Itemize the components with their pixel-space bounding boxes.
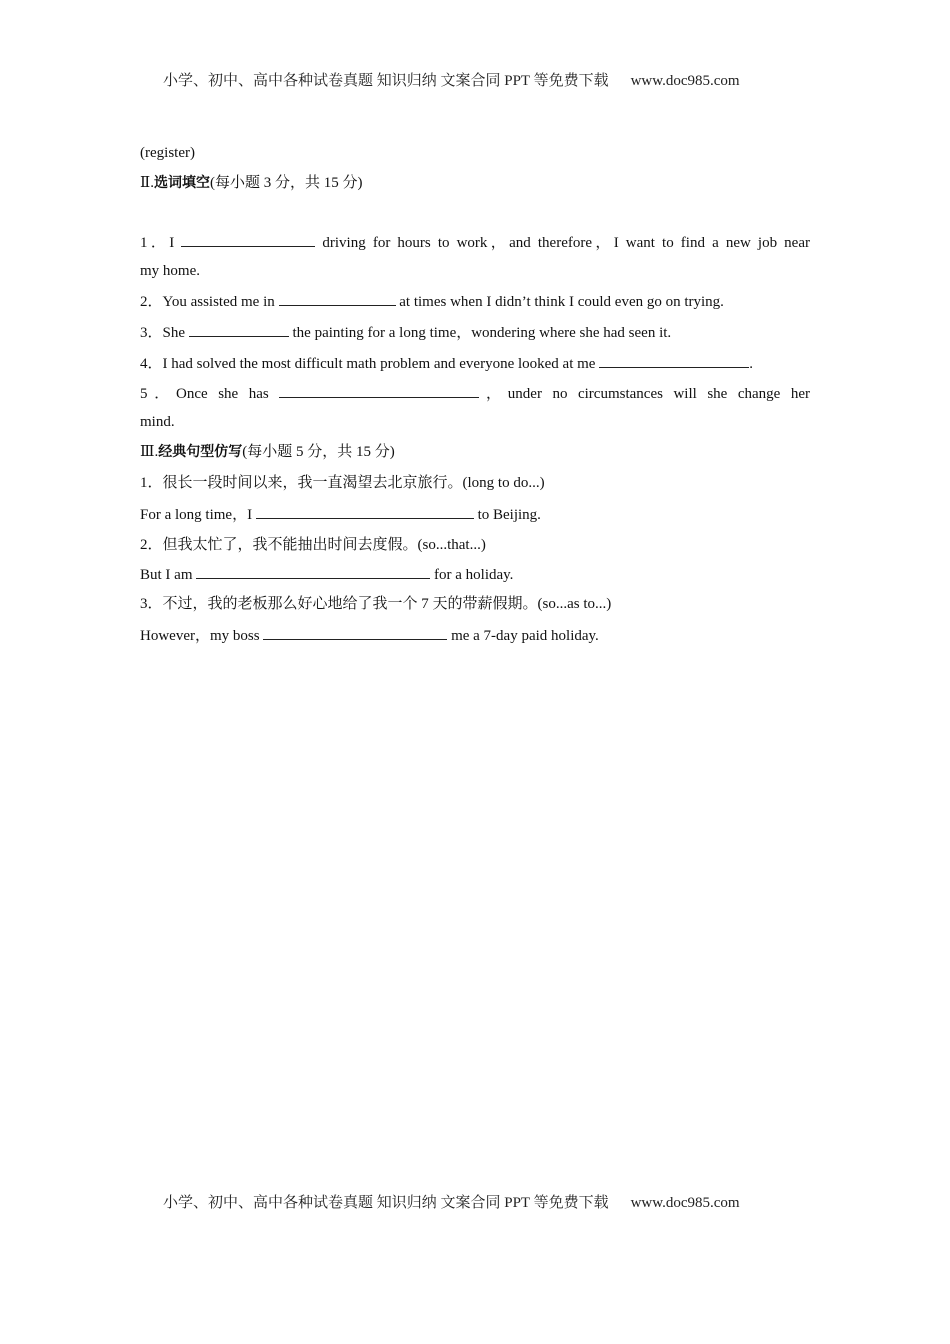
answer-text: to Beijing. xyxy=(473,507,541,523)
question-3-2-answer xyxy=(140,564,810,585)
question-2-5 xyxy=(140,383,810,404)
question-3-1-answer xyxy=(140,504,810,525)
answer-blank[interactable] xyxy=(279,291,396,306)
answer-text: me a 7-day paid holiday. xyxy=(447,628,599,644)
question-text: the painting for a long time，wondering where she had seen it. xyxy=(288,325,672,341)
section-title: 选词填空 xyxy=(153,175,210,191)
question-number: 1． xyxy=(140,235,170,251)
question-text: Once she has xyxy=(176,386,280,402)
question-number: 5． xyxy=(140,386,177,402)
page-footer xyxy=(163,1191,803,1212)
answer-blank[interactable] xyxy=(599,353,749,368)
question-2-2 xyxy=(140,291,810,312)
question-2-1-cont: my home. xyxy=(140,263,200,279)
question-number: 1． xyxy=(140,475,163,491)
section-title: 经典句型仿写 xyxy=(158,444,243,460)
question-3-3-answer xyxy=(140,625,810,646)
question-text: at times when I didn’t think I could even go on trying. xyxy=(395,294,724,310)
question-number: 3． xyxy=(140,596,163,612)
question-number: 2． xyxy=(140,294,163,310)
section-score: (每小题 3 分，共 15 分) xyxy=(209,175,363,191)
answer-blank[interactable] xyxy=(256,504,474,519)
answer-text: For a long time，I xyxy=(140,507,256,523)
question-number: 4． xyxy=(140,356,163,372)
question-text: I had solved the most difficult math problem and everyone looked at me xyxy=(162,356,600,372)
question-text: ，under no circumstances will she change her xyxy=(479,386,810,402)
question-text: driving for hours to work，and therefore，I want to find a new job near xyxy=(315,235,810,251)
answer-text: But I am xyxy=(140,567,197,583)
question-number: 3． xyxy=(140,325,163,341)
section-score: (每小题 5 分，共 15 分) xyxy=(242,444,395,460)
question-3-1-prompt xyxy=(140,473,810,493)
question-text: She xyxy=(162,325,189,341)
question-2-1 xyxy=(140,232,810,253)
answer-blank[interactable] xyxy=(189,322,289,337)
section-3-heading xyxy=(140,442,810,462)
page-header xyxy=(163,69,803,90)
section-2-heading xyxy=(140,173,810,193)
question-3-3-prompt xyxy=(140,594,810,614)
previous-line: (register) xyxy=(140,145,195,161)
header-site: www.doc985.com xyxy=(630,73,740,89)
footer-text: 小学、初中、高中各种试卷真题 知识归纳 文案合同 PPT 等免费下载 xyxy=(163,1195,609,1211)
question-prompt: 不过，我的老板那么好心地给了我一个 7 天的带薪假期。(so...as to...) xyxy=(162,596,612,612)
question-text: . xyxy=(749,356,753,372)
section-numeral: Ⅲ. xyxy=(140,444,159,460)
answer-text: for a holiday. xyxy=(430,567,514,583)
answer-blank[interactable] xyxy=(263,625,447,640)
answer-text: However，my boss xyxy=(140,628,264,644)
question-prompt: 但我太忙了，我不能抽出时间去度假。(so...that...) xyxy=(162,537,486,553)
header-text: 小学、初中、高中各种试卷真题 知识归纳 文案合同 PPT 等免费下载 xyxy=(163,73,609,89)
question-text: I xyxy=(169,235,182,251)
question-text: You assisted me in xyxy=(162,294,279,310)
question-prompt: 很长一段时间以来，我一直渴望去北京旅行。(long to do...) xyxy=(162,475,545,491)
question-2-5-cont: mind. xyxy=(140,414,175,430)
question-3-2-prompt xyxy=(140,535,810,555)
question-number: 2． xyxy=(140,537,163,553)
question-2-3 xyxy=(140,322,810,343)
answer-blank[interactable] xyxy=(279,383,479,398)
answer-blank[interactable] xyxy=(196,564,430,579)
answer-blank[interactable] xyxy=(181,232,315,247)
section-numeral: Ⅱ. xyxy=(140,175,154,191)
footer-site: www.doc985.com xyxy=(630,1195,740,1211)
question-2-4 xyxy=(140,353,810,374)
